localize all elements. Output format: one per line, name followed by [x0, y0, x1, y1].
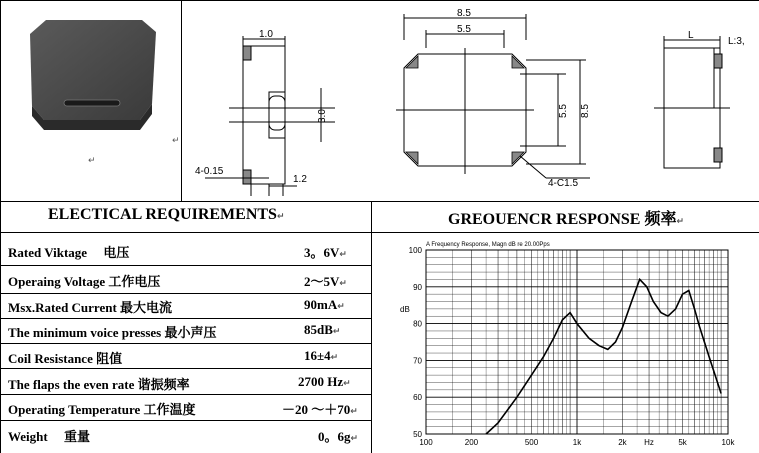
row-divider [0, 394, 371, 395]
y-tick-label: 60 [413, 393, 422, 403]
frequency-response-chart [396, 238, 736, 450]
x-tick-label: 200 [464, 438, 479, 447]
row-value: 90mA↵ [304, 297, 345, 312]
y-tick-labels [409, 246, 423, 439]
side-view-drawing [185, 6, 365, 198]
row-divider [0, 293, 371, 294]
product-photo [10, 8, 180, 198]
row-value: 2～5V↵ [304, 274, 347, 289]
pad-width-label: 1.0 [259, 29, 273, 40]
row-divider [0, 420, 371, 421]
top-border [0, 0, 759, 1]
x-tick-labels [419, 438, 735, 447]
row-label: Msx.Rated Current 最大电流 [8, 300, 173, 315]
top-width-label: 8.5 [457, 8, 471, 19]
row-value: 16±4↵ [304, 348, 339, 363]
y-tick-label: 50 [413, 430, 422, 439]
inner-width-label: 5.5 [457, 24, 471, 35]
x-tick-label: 500 [524, 438, 539, 447]
row-value: 0。6g↵ [318, 429, 359, 444]
x-tick-label: 2k [618, 438, 627, 447]
chart-grid [426, 250, 728, 434]
length-label: L [688, 30, 694, 41]
pin-gap-label: 1.2 [293, 174, 307, 185]
row-value: －20 ～＋70↵ [282, 402, 358, 417]
x-tick-label: Hz [644, 438, 654, 447]
y-tick-label: 80 [413, 319, 422, 329]
row-value: 3。6V↵ [304, 245, 347, 260]
top-view-drawing [390, 4, 620, 200]
row-label: Coil Resistance 阻值 [8, 351, 123, 366]
return-mark: ↵ [172, 136, 180, 146]
response-title: GREOUENCR RESPONSE 频率↵ [448, 211, 685, 228]
row-divider [0, 318, 371, 319]
left-border [0, 0, 1, 453]
y-tick-label: 100 [408, 246, 422, 255]
chart-title: A Frequency Response, Magn dB re 20.00Pps [426, 242, 550, 248]
drawing-divider-1 [181, 0, 182, 201]
row-divider [0, 265, 371, 266]
table-divider [371, 201, 372, 453]
header-bottom-border [0, 232, 759, 233]
row-label: Weight 重量 [8, 429, 90, 444]
hole-height-label: 3.0 [317, 109, 328, 123]
x-tick-label: 1k [572, 438, 582, 447]
drawing-bottom-border [0, 201, 759, 202]
requirements-title: ELECTICAL REQUIREMENTS↵ [48, 206, 285, 223]
row-label: The flaps the even rate 谐振频率 [8, 377, 190, 392]
row-label: Operating Temperature 工作温度 [8, 402, 196, 417]
return-mark: ↵ [88, 156, 96, 166]
end-view-drawing [648, 28, 759, 178]
row-value: 85dB↵ [304, 322, 341, 337]
y-axis-label: dB [400, 305, 410, 314]
row-label: The minimum voice presses 最小声压 [8, 325, 217, 340]
row-divider [0, 368, 371, 369]
row-label: Rated Viktage 电压 [8, 245, 130, 260]
pin-width-label: 4-0.15 [195, 166, 224, 177]
length-note: L:3, [728, 36, 745, 47]
x-tick-label: 10k [721, 438, 735, 447]
x-tick-label: 5k [678, 438, 687, 447]
y-tick-label: 90 [413, 282, 422, 292]
row-divider [0, 343, 371, 344]
x-tick-label: 100 [419, 438, 433, 447]
row-value: 2700 Hz↵ [298, 374, 351, 389]
chamfer-label: 4-C1.5 [548, 178, 579, 189]
y-tick-label: 70 [413, 356, 422, 366]
row-label: Operaing Voltage 工作电压 [8, 274, 161, 289]
inner-height-label: 5.5 [558, 104, 569, 118]
outer-height-label: 8.5 [580, 104, 591, 118]
